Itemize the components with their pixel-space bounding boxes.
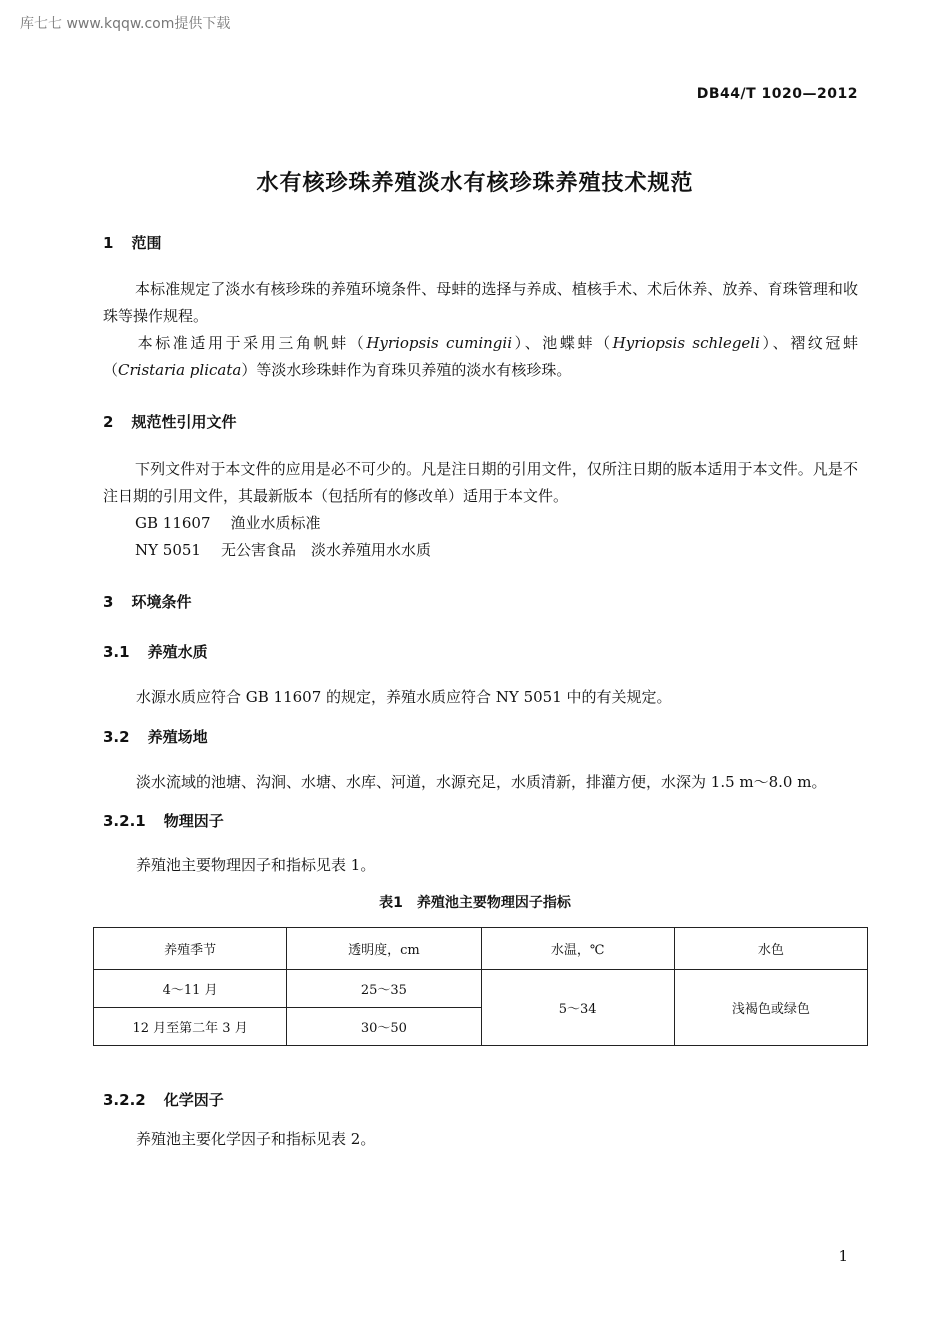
reference-title: 渔业水质标准 (230, 514, 321, 532)
species-name: Hyriopsis cumingii (366, 334, 512, 352)
text: ）、池蝶蚌（ (512, 334, 613, 352)
watermark: 库七七 www.kqqw.com提供下载 (20, 16, 231, 32)
section-number: 3.1 (103, 643, 130, 661)
section-3-2-1-paragraph: 养殖池主要物理因子和指标见表 1。 (136, 856, 376, 874)
table-row (94, 970, 868, 1008)
section-title: 规范性引用文件 (131, 413, 237, 431)
section-3-2-1-heading (103, 810, 224, 831)
section-1-paragraph-1 (103, 276, 858, 330)
section-3-2-paragraph: 淡水流域的池塘、沟涧、水塘、水库、河道，水源充足，水质清新，排灌方便，水深为 1.5 m～8.0 m。 (136, 773, 827, 791)
text: ）、褶纹冠蚌（ (103, 334, 858, 379)
section-2-paragraph (103, 456, 858, 510)
section-3-2-2-heading (103, 1089, 224, 1110)
section-3-2-heading (103, 726, 208, 747)
section-3-1-heading (103, 641, 208, 662)
section-title: 养殖场地 (147, 728, 208, 746)
reference-ny-5051 (135, 539, 431, 560)
paragraph-text: 本标准规定了淡水有核珍珠的养殖环境条件、母蚌的选择与养成、植核手术、术后休养、放养、育珠管理和收珠等操作规程。 (103, 280, 858, 325)
section-3-heading (103, 591, 191, 612)
section-3-2-2-paragraph: 养殖池主要化学因子和指标见表 2。 (136, 1130, 376, 1148)
section-number: 3.2.2 (103, 1091, 146, 1109)
section-title: 物理因子 (163, 812, 224, 830)
section-1-paragraph-2 (103, 330, 858, 384)
header-transparency: 透明度，cm (287, 928, 481, 970)
table-1-physical-factors (93, 927, 868, 1046)
reference-gb-11607 (135, 512, 321, 533)
cell-transparency: 30～50 (287, 1008, 481, 1046)
section-2-heading (103, 411, 236, 432)
section-number: 3 (103, 593, 114, 611)
cell-water-color: 浅褐色或绿色 (674, 970, 867, 1046)
section-1-heading (103, 232, 161, 253)
header-water-temp: 水温，℃ (481, 928, 674, 970)
header-season: 养殖季节 (94, 928, 287, 970)
paragraph-text: 下列文件对于本文件的应用是必不可少的。凡是注日期的引用文件，仅所注日期的版本适用于本文件。凡是不注日期的引用文件，其最新版本（包括所有的修改单）适用于本文件。 (103, 460, 858, 505)
reference-title: 无公害食品 淡水养殖用水水质 (220, 541, 431, 559)
table-header-row (94, 928, 868, 970)
page-number: 1 (838, 1247, 848, 1265)
header-water-color: 水色 (674, 928, 867, 970)
reference-code: NY 5051 (135, 541, 201, 559)
section-number: 3.2 (103, 728, 130, 746)
section-title: 化学因子 (163, 1091, 224, 1109)
cell-season: 12 月至第二年 3 月 (94, 1008, 287, 1046)
section-number: 1 (103, 234, 114, 252)
reference-code: GB 11607 (135, 514, 211, 532)
cell-transparency: 25～35 (287, 970, 481, 1008)
species-name: Hyriopsis schlegeli (612, 334, 760, 352)
text: 本标准适用于采用三角帆蚌（ (135, 334, 367, 352)
species-name: Cristaria plicata (118, 361, 242, 379)
cell-water-temp: 5～34 (481, 970, 674, 1046)
standard-code: DB44/T 1020—2012 (696, 86, 858, 102)
document-title: 水有核珍珠养殖淡水有核珍珠养殖技术规范 (256, 171, 694, 196)
section-number: 3.2.1 (103, 812, 146, 830)
table-1-caption: 表1 养殖池主要物理因子指标 (379, 895, 571, 911)
section-title: 范围 (131, 234, 162, 252)
section-title: 环境条件 (131, 593, 192, 611)
section-title: 养殖水质 (147, 643, 208, 661)
text: ）等淡水珍珠蚌作为育珠贝养殖的淡水有核珍珠。 (241, 361, 572, 379)
section-number: 2 (103, 413, 114, 431)
section-3-1-paragraph: 水源水质应符合 GB 11607 的规定，养殖水质应符合 NY 5051 中的有关规定。 (136, 688, 672, 706)
cell-season: 4～11 月 (94, 970, 287, 1008)
